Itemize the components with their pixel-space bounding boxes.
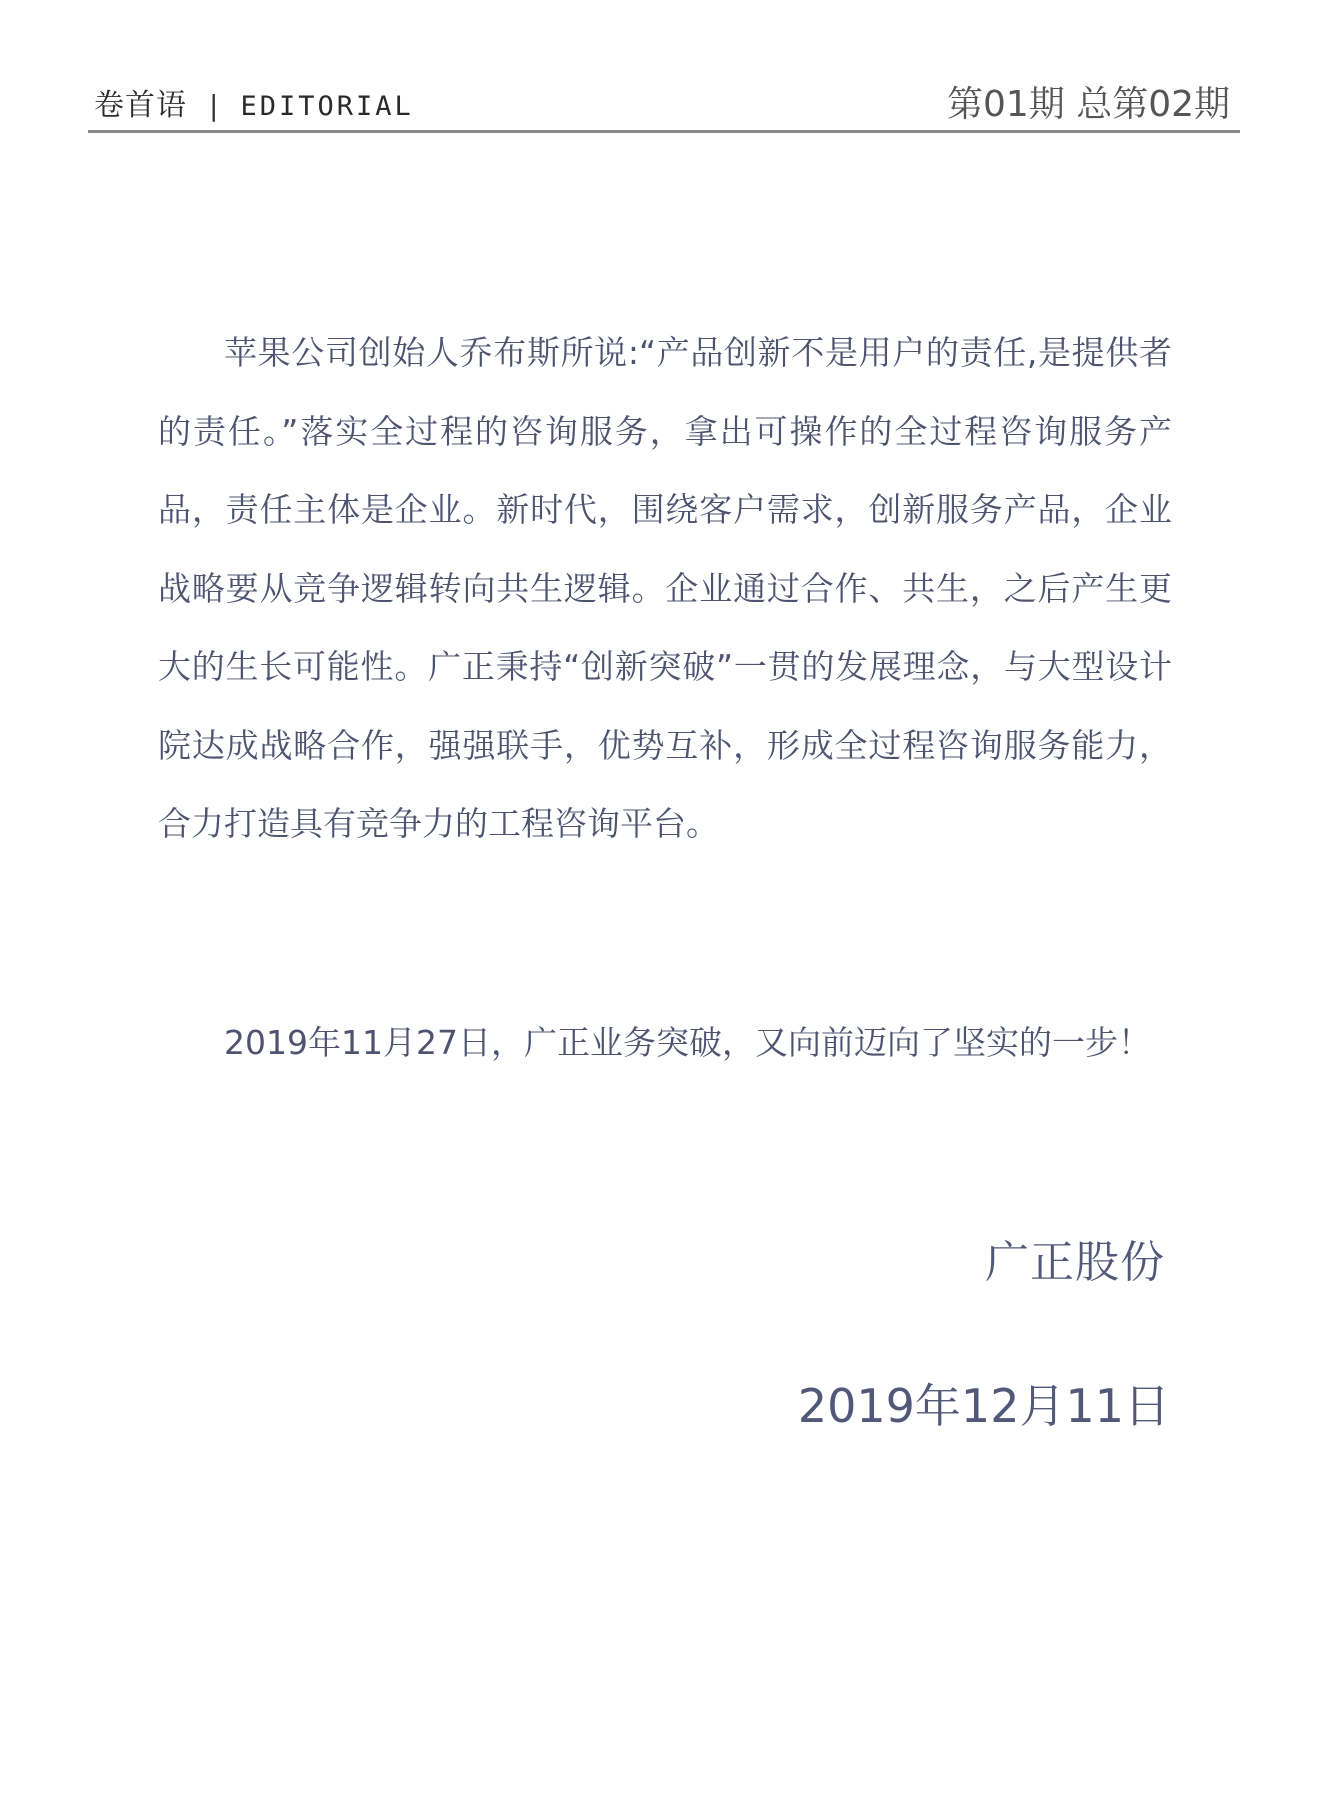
- section-name-en: EDITORIAL: [240, 91, 414, 122]
- section-heading: [94, 80, 414, 124]
- signature: 广正股份: [985, 1237, 1165, 1288]
- header-divider: |: [209, 89, 219, 122]
- section-name: 卷首语: [94, 88, 187, 123]
- issue-number: 第01期 总第02期: [946, 84, 1230, 125]
- article-paragraph-2: 2019年11月27日，广正业务突破，又向前迈向了坚实的一步！: [224, 1023, 1151, 1062]
- signature-date: 2019年12月11日: [797, 1379, 1170, 1433]
- page-header: [88, 76, 1240, 132]
- article-paragraph-1: 苹果公司创始人乔布斯所说:“产品创新不是用户的责任,是提供者的责任。”落实全过程的咨询服务，拿出可操作的全过程咨询服务产品，责任主体是企业。新时代，围绕客户需求，创新服务产品，企业战略要从竞争逻辑转向共生逻辑。企业通过合作、共生，之后产生更大的生长可能性。广正秉持“创新突破”一贯的发展理念，与大型设计院达成战略合作，强强联手，优势互补，形成全过程咨询服务能力，合力打造具有竞争力的工程咨询平台。: [158, 333, 1172, 843]
- header-rule: [88, 130, 1240, 133]
